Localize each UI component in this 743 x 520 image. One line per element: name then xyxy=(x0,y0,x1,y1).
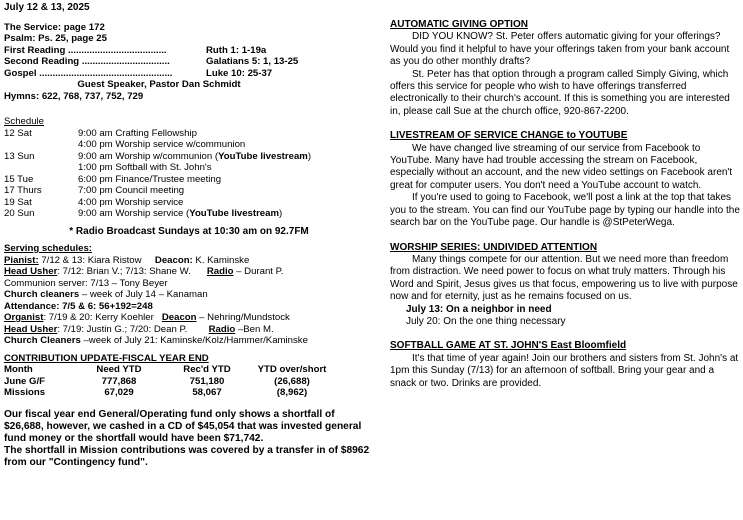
schedule-row: 17 Thurs 7:00 pm Council meeting xyxy=(4,185,185,196)
serving-cleaners-2: Church Cleaners –week of July 21: Kaminske/Kolz/Hammer/Kaminske xyxy=(4,335,308,346)
psalm: Psalm: Ps. 25, page 25 xyxy=(4,33,107,44)
table-cell: 58,067 xyxy=(192,387,222,398)
serving-head-usher-2: Head Usher: 7/19: Justin G.; 7/20: Dean P. Radio –Ben M. xyxy=(4,323,274,335)
worship-series-heading: WORSHIP SERIES: UNDIVIDED ATTENTION xyxy=(390,241,598,253)
schedule-row: 19 Sat 4:00 pm Worship service xyxy=(4,196,184,208)
worship-series-july13: July 13: On a neighbor in need xyxy=(406,303,552,315)
table-cell: 777,868 xyxy=(101,375,137,387)
automatic-giving-heading: AUTOMATIC GIVING OPTION xyxy=(390,19,528,30)
schedule-row: 12 Sat 9:00 am Crafting Fellowship xyxy=(4,127,197,139)
bulletin-date: July 12 & 13, 2025 xyxy=(4,2,90,13)
serving-communion: Communion server: 7/13 – Tony Beyer xyxy=(4,277,168,289)
serving-cleaners-1: Church cleaners – week of July 14 – Kanaman xyxy=(4,289,208,300)
automatic-giving-p2: St. Peter has that option through a program called Simply Giving, which offers this service for people who wish to have offerings transferred electronically to their church's account. If this is something you are interested in, please call Sue at the church office, 920-867-2200. xyxy=(390,68,730,117)
service-page: The Service: page 172 xyxy=(4,21,105,33)
schedule-row: 4:00 pm Worship service w/communion xyxy=(78,139,246,150)
hymns: Hymns: 622, 768, 737, 752, 729 xyxy=(4,90,144,102)
schedule-heading: Schedule xyxy=(4,116,45,127)
schedule-row: 1:00 pm Softball with St. John's xyxy=(78,162,212,173)
table-header: Need YTD xyxy=(96,364,142,375)
livestream-heading: LIVESTREAM OF SERVICE CHANGE to YOUTUBE xyxy=(390,130,628,142)
contribution-table xyxy=(4,364,374,399)
table-cell: (26,688) xyxy=(274,375,310,387)
livestream-p2: If you're used to going to Facebook, we'll post a link at the top that takes you to the stream. You can find our YouTube page by typing our handle into the search bar on the YouTube page. Our handle is @StPeterWega. xyxy=(390,192,740,229)
guest-speaker: Guest Speaker, Pastor Dan Schmidt xyxy=(77,79,241,90)
right-column xyxy=(390,19,740,402)
serving-pianist: Pianist: 7/12 & 13: Kiara Ristow Deacon: K. Kaminske xyxy=(4,254,250,266)
worship-series-july20: July 20: On the one thing necessary xyxy=(406,315,566,327)
table-header: YTD over/short xyxy=(257,364,327,375)
serving-organist: Organist: 7/19 & 20: Kerry Koehler Deacon – Nehring/Mundstock xyxy=(4,312,290,323)
table-cell: June G/F xyxy=(4,375,46,387)
livestream-section xyxy=(390,130,740,229)
table-cell: 67,029 xyxy=(104,387,134,398)
table-cell: (8,962) xyxy=(276,387,308,398)
automatic-giving-p1: DID YOU KNOW? St. Peter offers automatic giving for your offerings? Would you find it helpful to have your offerings taken from your bank account as you do other monthly drafts? xyxy=(390,31,730,68)
livestream-p1: We have changed live streaming of our service from Facebook to YouTube. Many have had trouble accessing the stream on Facebook, especially without an account, and the new video settings on Facebook aren't great for computer users. You don't need a YouTube account to watch. xyxy=(390,142,733,191)
softball-section xyxy=(390,340,740,390)
reading-second: Second Reading ................................. Galatians 5: 1, 13-25 xyxy=(4,56,299,67)
schedule-list xyxy=(4,128,374,220)
softball-p: It's that time of year again! Join our brothers and sisters from St. John's at 1pm this Sunday (7/13) for an afternoon of softball. Bring your gear and a snack or two. Drinks are provided. xyxy=(390,352,739,389)
serving-heading: Serving schedules: xyxy=(4,243,92,254)
worship-series-section xyxy=(390,242,740,329)
schedule-row: 20 Sun 9:00 am Worship service (YouTube livestream) xyxy=(4,208,283,219)
contribution-heading: CONTRIBUTION UPDATE-FISCAL YEAR END xyxy=(4,352,209,364)
fiscal-note-general: Our fiscal year end General/Operating fund only shows a shortfall of $26,688, however, we cashed in a CD of $45,054 that was invested general fund money or the shortfall would have been $71,742. xyxy=(4,408,362,444)
reading-gospel: Gospel .................................................. Luke 10: 25-37 xyxy=(4,67,273,79)
softball-heading: SOFTBALL GAME AT ST. JOHN'S East Bloomfield xyxy=(390,340,627,352)
schedule-row: 13 Sun 9:00 am Worship w/communion (YouTube livestream) xyxy=(4,150,312,162)
table-cell: Missions xyxy=(4,387,46,398)
serving-attendance: Attendance: 7/5 & 6: 56+192=248 xyxy=(4,300,153,312)
table-header: Rec'd YTD xyxy=(183,364,231,375)
fiscal-note-missions: The shortfall in Mission contributions was covered by a transfer in of $8962 from our "Contingency fund". xyxy=(4,445,370,469)
left-column xyxy=(4,2,374,470)
table-cell: 751,180 xyxy=(189,375,225,387)
worship-series-p: Many things compete for our attention. But we need more than freedom from distraction. We need power to focus on what truly matters. Through his Word and Spirit, Jesus gives us that focus, empowering us to live with purpose now and for eternity, just as he remains focused on us. xyxy=(390,253,738,303)
schedule-row: 15 Tue 6:00 pm Finance/Trustee meeting xyxy=(4,173,222,185)
serving-head-usher-1: Head Usher: 7/12: Brian V.; 7/13: Shane W. Radio – Durant P. xyxy=(4,266,284,277)
radio-broadcast: * Radio Broadcast Sundays at 10:30 am on 92.7FM xyxy=(69,225,309,237)
automatic-giving-section xyxy=(390,19,740,118)
table-header: Month xyxy=(4,364,33,375)
reading-first: First Reading ..................................... Ruth 1: 1-19a xyxy=(4,44,267,56)
